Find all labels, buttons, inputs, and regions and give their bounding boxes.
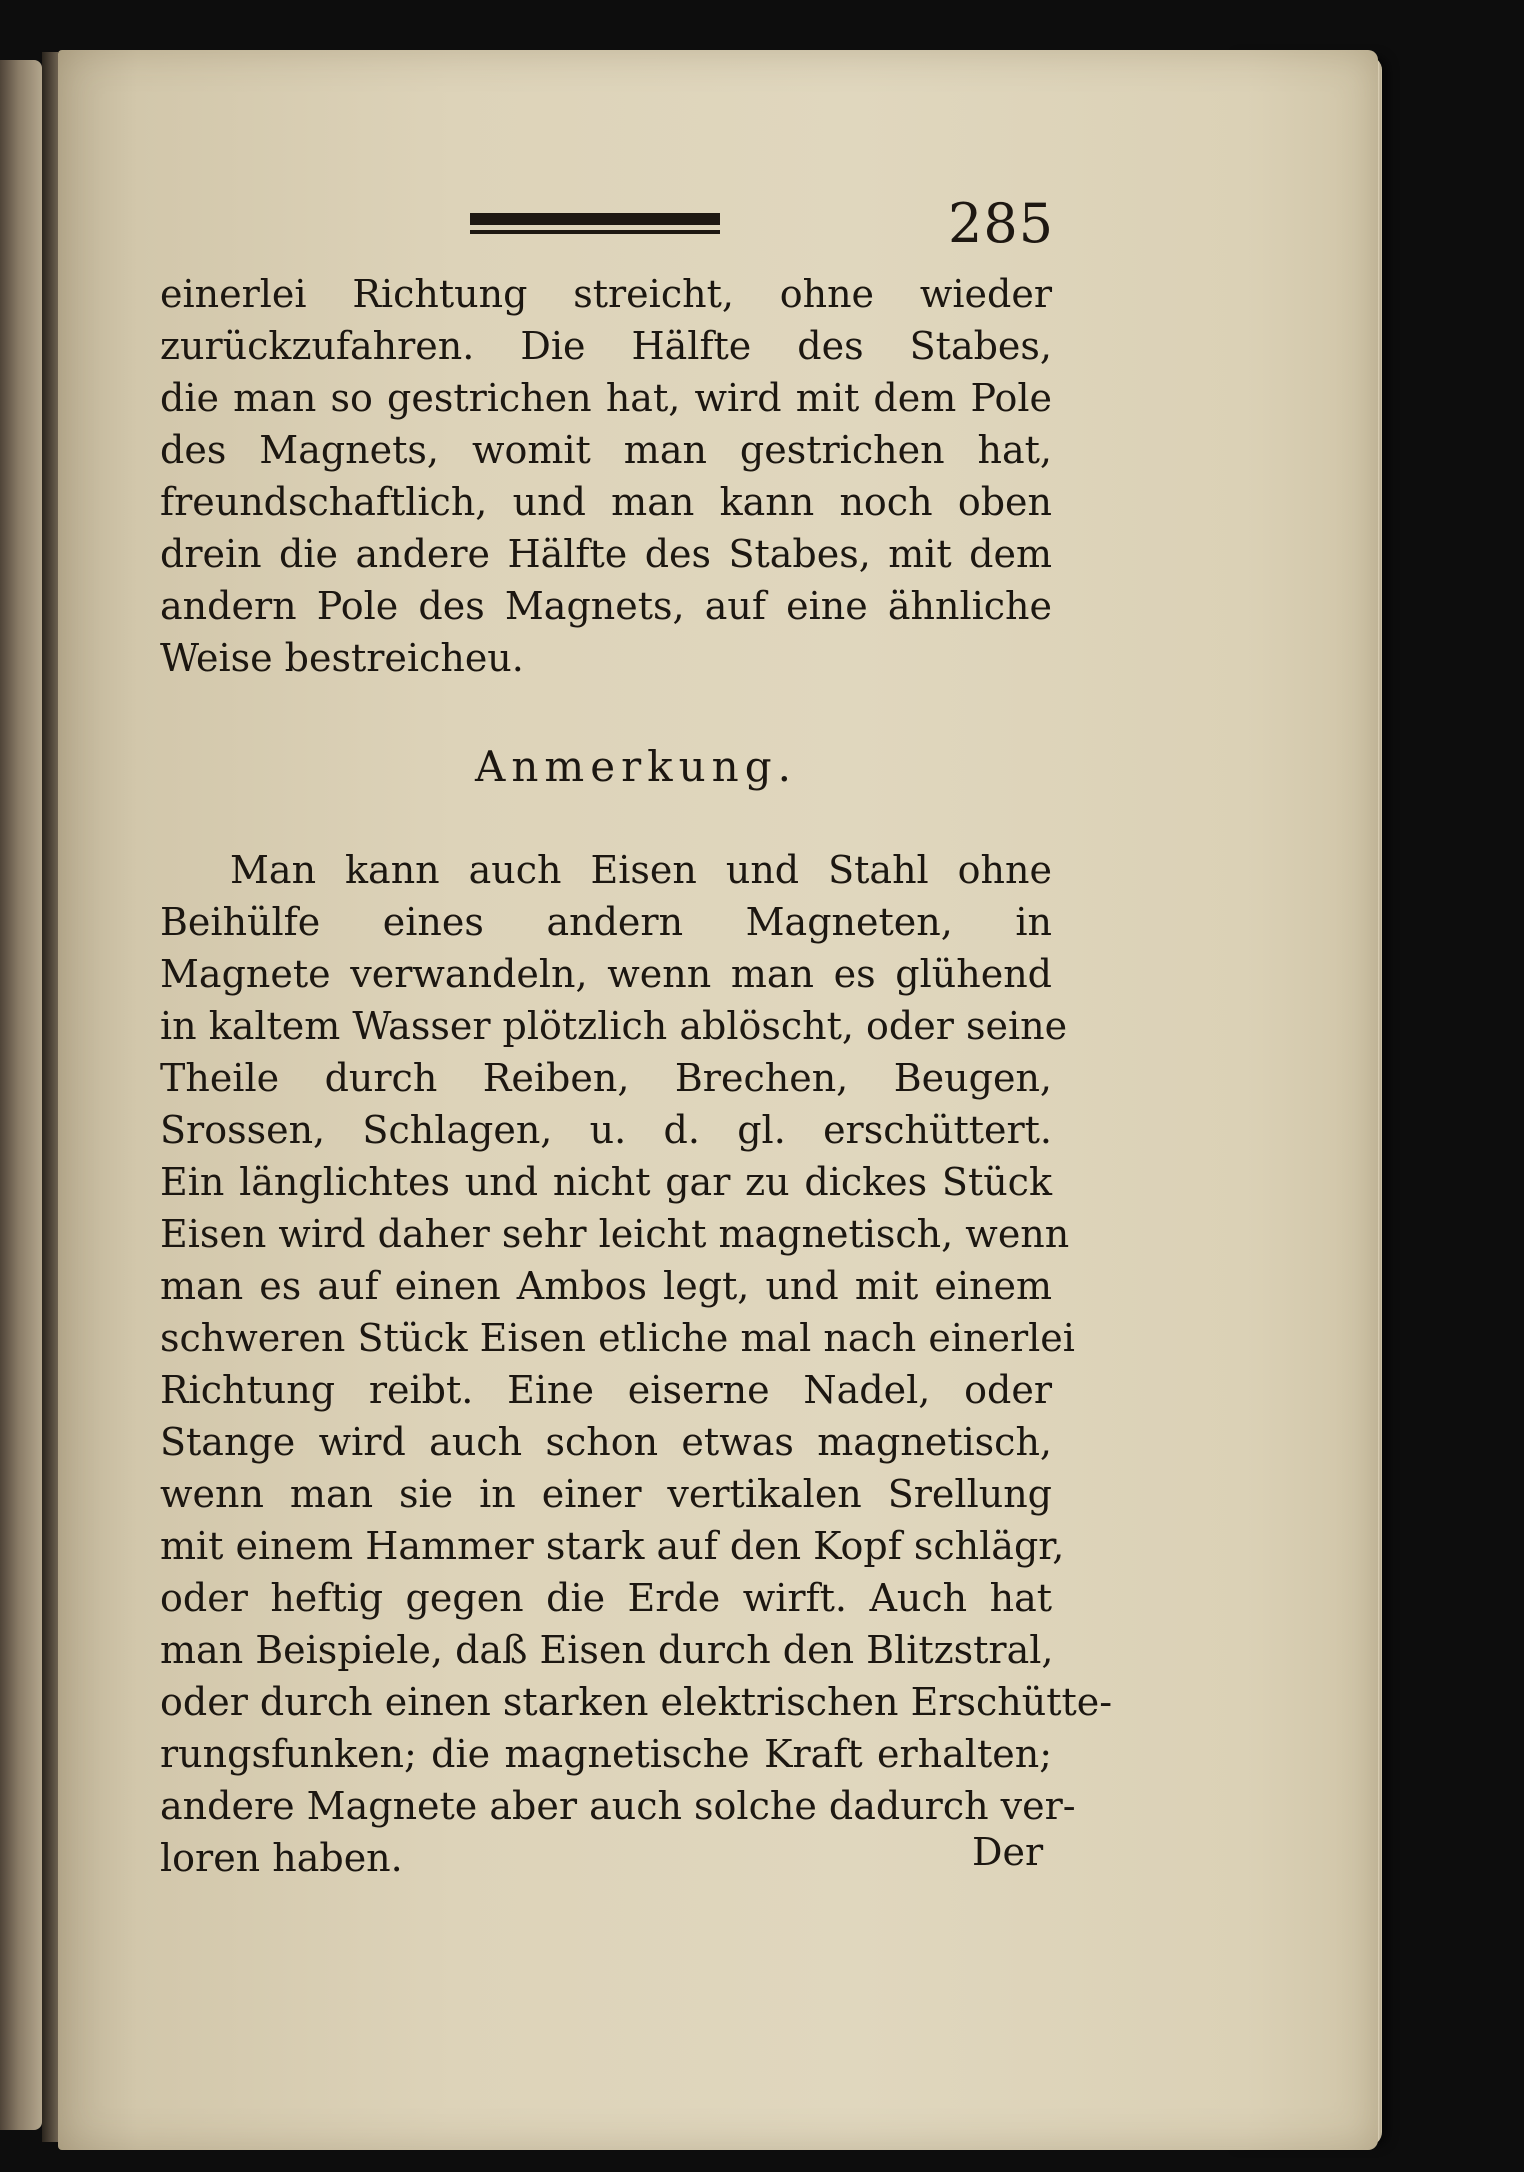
text-line: Eisen wird daher sehr leicht magnetisch, wenn xyxy=(160,1212,1070,1256)
catchword: Der xyxy=(972,1830,1044,1874)
text-line: Man kann auch Eisen und Stahl ohne xyxy=(230,848,1052,892)
text-line: in kaltem Wasser plötzlich ablöscht, oder seine xyxy=(160,1004,1068,1048)
text-line: Weise bestreicheu. xyxy=(160,636,524,680)
text-line: Theile durch Reiben, Brechen, Beugen, xyxy=(160,1056,1052,1100)
book-gutter xyxy=(42,52,58,2142)
text-line: rungsfunken; die magnetische Kraft erhalten; xyxy=(160,1732,1052,1776)
text-line: andern Pole des Magnets, auf eine ähnliche xyxy=(160,584,1052,628)
text-line: wenn man sie in einer vertikalen Srellung xyxy=(160,1472,1052,1516)
text-line: man Beispiele, daß Eisen durch den Blitzstral, xyxy=(160,1628,1054,1672)
text-line: Beihülfe eines andern Magneten, in xyxy=(160,900,1052,944)
text-line: freundschaftlich, und man kann noch oben xyxy=(160,480,1052,524)
text-line: andere Magnete aber auch solche dadurch ver- xyxy=(160,1784,1076,1828)
page-body xyxy=(160,268,1113,1884)
text-line: loren haben. xyxy=(160,1836,403,1880)
text-line: zurückzufahren. Die Hälfte des Stabes, xyxy=(160,324,1052,368)
text-line: Ein länglichtes und nicht gar zu dickes Stück xyxy=(160,1160,1052,1204)
text-line: oder heftig gegen die Erde wirft. Auch hat xyxy=(160,1576,1052,1620)
previous-page-edge xyxy=(0,60,42,2130)
text-line: Srossen, Schlagen, u. d. gl. erschüttert. xyxy=(160,1108,1052,1152)
text-line: drein die andere Hälfte des Stabes, mit dem xyxy=(160,532,1052,576)
text-line: Stange wird auch schon etwas magnetisch, xyxy=(160,1420,1052,1464)
text-line: Magnete verwandeln, wenn man es glühend xyxy=(160,952,1052,996)
text-line: schweren Stück Eisen etliche mal nach einerlei xyxy=(160,1316,1075,1360)
text-line: Richtung reibt. Eine eiserne Nadel, oder xyxy=(160,1368,1052,1412)
text-line: des Magnets, womit man gestrichen hat, xyxy=(160,428,1052,472)
text-line: mit einem Hammer stark auf den Kopf schlägr, xyxy=(160,1524,1065,1568)
text-line: oder durch einen starken elektrischen Erschütte- xyxy=(160,1680,1113,1724)
header-ornament-rule xyxy=(470,213,720,239)
text-line: die man so gestrichen hat, wird mit dem Pole xyxy=(160,376,1052,420)
section-heading: Anmerkung. xyxy=(475,742,797,791)
text-line: man es auf einen Ambos legt, und mit einem xyxy=(160,1264,1052,1308)
text-line: einerlei Richtung streicht, ohne wieder xyxy=(160,272,1052,316)
page-number: 285 xyxy=(948,192,1055,255)
